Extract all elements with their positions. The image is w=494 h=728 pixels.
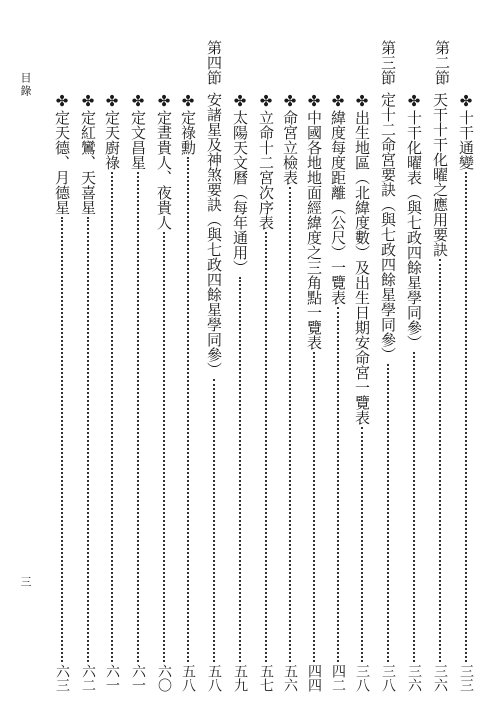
entry-title: ✤定天廚祿 [103,92,121,170]
entry-title: ✤定祿勳 [179,92,197,155]
toc-entry[interactable] [306,92,321,692]
toc-entry[interactable] [330,92,345,692]
leader-dots [289,187,291,662]
toc-entry[interactable] [80,92,95,692]
entry-page: 四四 [306,664,322,692]
entry-title: ✤命宮立檢表 [281,92,299,185]
leader-dots [163,232,165,662]
entry-page: 三八 [354,664,370,692]
entry-page: 三八 [380,664,396,692]
toc-entry[interactable] [354,92,369,692]
leader-dots [337,307,339,662]
entry-page: 六〇 [156,664,172,692]
entry-page: 六二 [80,664,96,692]
toc-entry[interactable] [130,92,145,692]
running-title: 目錄 [19,72,32,98]
leader-dots [187,157,189,662]
section-heading: 第二節 [433,40,451,85]
entry-title: ✤出生地區（北緯度數）及出生日期安命宮一覽表 [353,92,371,425]
toc-entry[interactable] [258,92,273,692]
entry-page: 三六 [432,664,448,692]
entry-title: ✤定文昌星 [129,92,147,170]
leader-dots [213,379,215,662]
toc-entry[interactable] [432,92,447,692]
toc-entry[interactable] [104,92,119,692]
leader-dots [439,259,441,662]
entry-page: 六一 [104,664,120,692]
leader-dots [413,352,415,662]
entry-title: ✤定天德、月德星 [53,92,71,215]
leader-dots [465,172,467,662]
toc-entry[interactable] [180,92,195,692]
entry-title: ✤十干化曜表（與七政四餘星學同參） [405,92,423,350]
entry-title: ✤太陽天文曆（每年通用） [231,92,249,275]
leader-dots [137,172,139,662]
entry-page: 五六 [282,664,298,692]
leader-dots [239,277,241,662]
toc-entry[interactable] [54,92,69,692]
entry-title: ✤緯度每度距離（公尺）一覽表 [329,92,347,305]
entry-page: 五七 [258,664,274,692]
toc-entry[interactable] [206,92,221,692]
entry-page: 六三 [54,664,70,692]
entry-page: 五八 [206,664,222,692]
leader-dots [61,217,63,662]
toc-entry[interactable] [282,92,297,692]
leader-dots [361,427,363,662]
entry-title: ✤中國各地地面經緯度之三角點一覽表 [305,92,323,350]
toc-entry[interactable] [458,92,473,692]
entry-title: ✤十干通變 [457,92,475,170]
entry-title: 安諸星及神煞要訣（與七政四餘星學同參） [205,92,223,377]
leader-dots [87,217,89,662]
entry-title: ✤定紅鸞、天喜星 [79,92,97,215]
toc-entry[interactable] [406,92,421,692]
entry-title: ✤立命十二宮次序表 [257,92,275,230]
entry-title: 定十二命宮要訣（與七政四餘星學同參） [379,92,397,362]
page-folio: 三 [19,576,32,589]
entry-page: 三三 [458,664,474,692]
toc-entry[interactable] [232,92,247,692]
section-heading: 第三節 [379,40,397,85]
section-heading: 第四節 [205,40,223,85]
entry-page: 四二 [330,664,346,692]
entry-page: 五八 [180,664,196,692]
entry-page: 六一 [130,664,146,692]
leader-dots [111,172,113,662]
entry-title: 天干十干化曜之應用要訣 [431,92,449,257]
toc-entry[interactable] [156,92,171,692]
entry-title: ✤定晝貴人、夜貴人 [155,92,173,230]
entry-page: 三六 [406,664,422,692]
leader-dots [387,364,389,662]
leader-dots [313,352,315,662]
entry-page: 五九 [232,664,248,692]
toc-entry[interactable] [380,92,395,692]
leader-dots [265,232,267,662]
